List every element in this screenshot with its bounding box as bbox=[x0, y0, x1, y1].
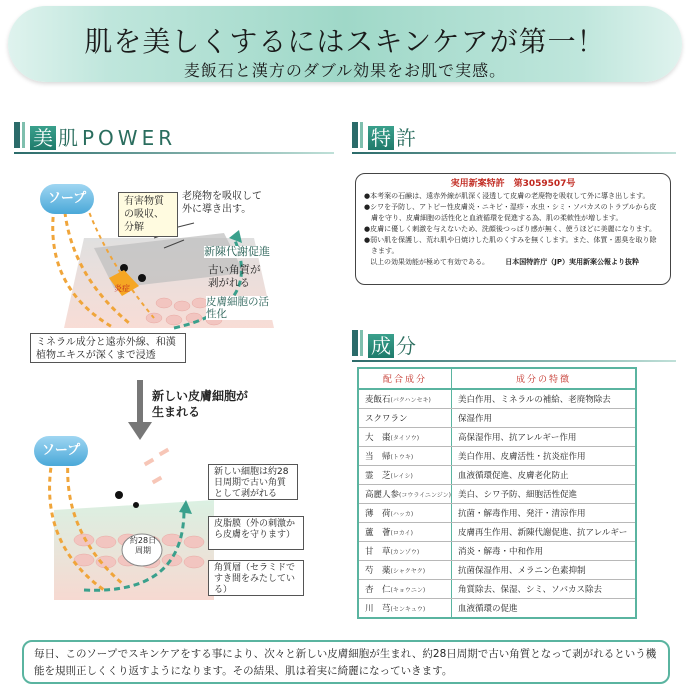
ingredient-effect: 抗菌保湿作用、メラニン色素抑制 bbox=[451, 560, 635, 579]
soap-label: ソープ bbox=[40, 184, 94, 214]
stratum-box: 角質層（セラミドですき間をみたしている） bbox=[208, 560, 304, 596]
col-header-effect: 成分の特徴 bbox=[451, 369, 635, 389]
heading-first-char: 成 bbox=[368, 334, 394, 358]
ingredient-name: 甘 草(カンゾウ) bbox=[359, 541, 451, 560]
ingredient-effect: 抗菌・解毒作用、発汗・清涼作用 bbox=[451, 503, 635, 522]
ingredient-effect: 保湿作用 bbox=[451, 408, 635, 427]
title-banner bbox=[8, 6, 682, 82]
new-cells-caption: 新しい皮膚細胞が生まれる bbox=[152, 389, 249, 419]
ingredient-table bbox=[357, 367, 637, 619]
table-row bbox=[359, 579, 635, 598]
section-header-patent bbox=[352, 122, 676, 148]
ingredient-name: 麦飯石(バクハンセキ) bbox=[359, 389, 451, 408]
patent-line: ●弱い肌を保護し、荒れ肌や日焼けした肌のくすみを無くします。また、体質・悪臭を取り除 bbox=[364, 236, 657, 244]
old-skin-note: 古い角質が剥がれる bbox=[208, 264, 261, 289]
ingredient-effect: 美白作用、皮膚活性・抗炎症作用 bbox=[451, 446, 635, 465]
ingredient-name: 霊 芝(レイシ) bbox=[359, 465, 451, 484]
heading-first-char: 美 bbox=[30, 126, 56, 150]
table-row bbox=[359, 465, 635, 484]
inflammation-label: 炎症 bbox=[114, 284, 130, 293]
harmful-substance-box: 有害物質の吸収、分解 bbox=[118, 192, 178, 237]
ingredient-effect: 血液循環促進、皮膚老化防止 bbox=[451, 465, 635, 484]
ingredient-effect: 美白作用、ミネラルの補給、老廃物除去 bbox=[451, 389, 635, 408]
heading-rest: 許 bbox=[396, 126, 420, 150]
ingredient-name: 芍 薬(シャクヤク) bbox=[359, 560, 451, 579]
table-row bbox=[359, 503, 635, 522]
patent-box bbox=[355, 173, 671, 285]
metabolism-label: 新陳代謝促進 bbox=[204, 245, 270, 258]
patent-line: きます。 bbox=[364, 247, 399, 255]
ingredient-effect: 高保湿作用、抗アレルギー作用 bbox=[451, 427, 635, 446]
table-row bbox=[359, 522, 635, 541]
patent-line: ●皮膚に優しく刺激を与えないため、洗顔後つっぱり感が無く、使うほどに美麗になります。 bbox=[364, 225, 657, 233]
ingredient-effect: 皮膚再生作用、新陳代謝促進、抗アレルギー bbox=[451, 522, 635, 541]
ingredient-effect: 消炎・解毒・中和作用 bbox=[451, 541, 635, 560]
ingredient-effect: 美白、シワ予防、細胞活性促進 bbox=[451, 484, 635, 503]
table-row bbox=[359, 427, 635, 446]
ingredient-name: 蘆 薈(ロカイ) bbox=[359, 522, 451, 541]
ingredient-effect: 角質除去、保湿、シミ、ソバカス除去 bbox=[451, 579, 635, 598]
table-row bbox=[359, 560, 635, 579]
heading-rest: 肌POWER bbox=[58, 126, 177, 150]
col-header-name: 配合成分 bbox=[359, 369, 451, 389]
patent-line: ●シワを予防し、アトピー性皮膚炎・ニキビ・湿疹・水虫・シミ・ソバカスのトラブルから皮 bbox=[364, 203, 657, 211]
skin-cell-label: 皮膚細胞の活性化 bbox=[206, 296, 276, 320]
waste-note: 老廃物を吸収して外に導き出す。 bbox=[182, 191, 262, 215]
ingredient-effect: 血液循環の促進 bbox=[457, 603, 518, 614]
summary-footer: 毎日、このソープでスキンケアをする事により、次々と新しい皮膚細胞が生まれ、約28日周期で古い角質となって剥がれるという機能を規則正しくくり返すようになります。その結果、肌は着実に綺麗になっていきます。 bbox=[22, 640, 670, 684]
table-row bbox=[359, 389, 635, 408]
patent-title: 実用新案特許 第3059507号 bbox=[450, 179, 576, 189]
patent-line: 膚を守り、皮膚細胞の活性化と血液循環を促進する為、肌の柔軟性が増します。 bbox=[364, 214, 623, 222]
ingredient-name: スクワラン bbox=[359, 408, 451, 427]
ingredient-name: 杏 仁(キョウニン) bbox=[359, 579, 451, 598]
new-cells-box: 新しい細胞は約28日周期で古い角質として剥がれる bbox=[208, 464, 298, 500]
skin-diagram-top bbox=[24, 178, 334, 338]
ingredient-name: 当 帰(トウキ) bbox=[359, 446, 451, 465]
table-row bbox=[359, 598, 635, 617]
table-row bbox=[359, 541, 635, 560]
ingredient-name: 川 芎(センキュウ) bbox=[359, 598, 451, 617]
heading-rest: 分 bbox=[396, 334, 420, 358]
ingredient-name: 薄 荷(ハッカ) bbox=[359, 503, 451, 522]
patent-footer: 以上の効果効能が極めて有効である。 日本国特許庁（JP）実用新案公報より抜粋 bbox=[370, 258, 639, 266]
ingredient-name: 高麗人参(コウライニンジン) bbox=[359, 484, 451, 503]
mineral-box: ミネラル成分と遠赤外線、和漢植物エキスが深くまで浸透 bbox=[30, 333, 186, 363]
skin-diagram-bottom bbox=[24, 430, 334, 630]
patent-line: ●本考案の石鹸は、遠赤外線が肌深く浸透して皮膚の老廃物を吸収して外に導き出します。 bbox=[364, 192, 650, 200]
table-row bbox=[359, 408, 635, 427]
cycle-label: 約28日周期 bbox=[129, 536, 157, 555]
sebum-box: 皮脂膜（外の刺激から皮膚を守ります） bbox=[208, 516, 304, 550]
table-row bbox=[359, 484, 635, 503]
heading-first-char: 特 bbox=[368, 126, 394, 150]
soap-label-2: ソープ bbox=[34, 436, 88, 466]
section-header-beauty bbox=[14, 122, 334, 148]
table-row bbox=[359, 446, 635, 465]
page-title: 肌を美しくするにはスキンケアが第一！ bbox=[84, 25, 606, 58]
section-header-ingredients bbox=[352, 330, 676, 356]
ingredient-name: 大 棗(タイソウ) bbox=[359, 427, 451, 446]
page-subtitle: 麦飯石と漢方のダブル効果をお肌で実感。 bbox=[183, 61, 507, 80]
